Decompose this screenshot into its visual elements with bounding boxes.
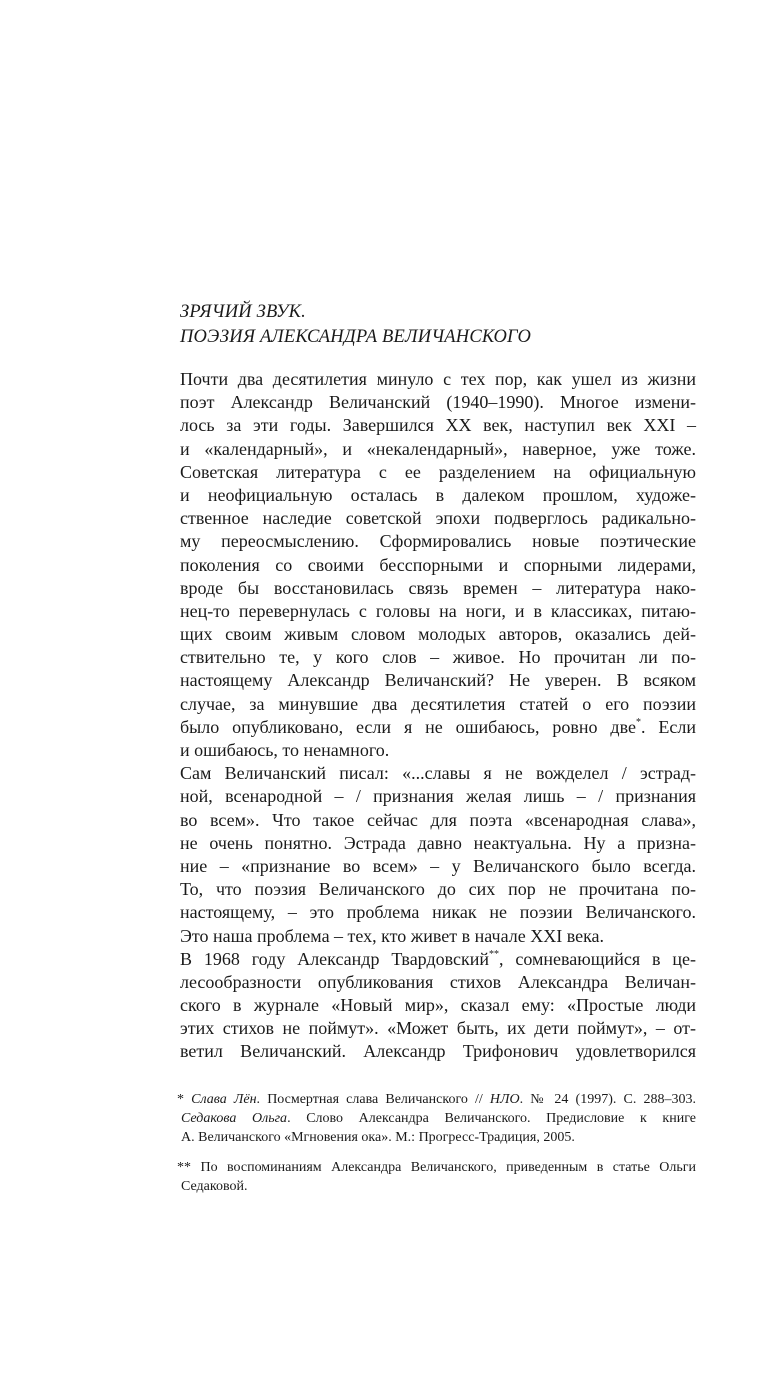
footnote-ref-2: **	[489, 948, 499, 960]
footnote-line	[177, 1158, 696, 1177]
text-line-with-footnote	[180, 716, 696, 739]
text-line: ского в журнале «Новый мир», сказал ему: «Простые люди	[180, 995, 696, 1016]
footnote-author: Седакова Ольга	[181, 1111, 288, 1126]
footnote-line: А. Величанского «Мгновения ока». М.: Прогресс-Традиция, 2005.	[181, 1130, 575, 1145]
text-line: настоящему, – это проблема никак не поэзии Величанского.	[180, 902, 696, 923]
text-line: То, что поэзия Величанского до сих пор не прочитана по-	[180, 879, 696, 900]
text-line: и «календарный», и «некалендарный», наверное, уже тоже.	[180, 438, 696, 459]
text-line: Советская литература с ее разделением на официальную	[180, 461, 696, 482]
paragraph-2	[180, 762, 696, 948]
text-line: ственное наследие советской эпохи подверглось радикально-	[180, 508, 696, 529]
text-segment: В 1968 году Александр Твардовский	[180, 948, 489, 969]
text-line: и неофициальную осталась в далеком прошлом, художе-	[180, 484, 696, 505]
footnote-1	[177, 1090, 696, 1147]
text-line: лось за эти годы. Завершился XX век, наступил век XXI –	[180, 415, 696, 436]
paragraph-3	[180, 948, 696, 1064]
text-line: поэт Александр Величанский (1940–1990). Многое измени-	[180, 392, 696, 413]
footnote-mark: **	[177, 1160, 191, 1175]
text-segment: , сомневающийся в це-	[499, 948, 696, 969]
text-line: ние – «признание во всем» – у Величанского было всегда.	[180, 855, 696, 876]
text-line: во всем». Что такое сейчас для поэта «всенародная слава»,	[180, 809, 696, 830]
text-line: настоящему Александр Величанский? Не уверен. В всяком	[180, 670, 696, 691]
footnote-ref-1: *	[635, 716, 641, 728]
footnote-author: Слава Лён	[191, 1092, 257, 1107]
text-line: поколения со своими бесспорными и спорными лидерами,	[180, 554, 696, 575]
text-line-with-footnote	[180, 948, 696, 971]
text-segment: было опубликовано, если я не ошибаюсь, ровно две	[180, 716, 636, 737]
footnote-mark: *	[177, 1092, 184, 1107]
footnote-line: Седаковой.	[181, 1179, 248, 1194]
text-line: Сам Величанский писал: «...славы я не вожделел / эстрад-	[180, 763, 696, 784]
text-line: нец-то перевернулась с головы на ноги, и в классиках, питаю-	[180, 600, 696, 621]
text-line: му переосмыслению. Сформировались новые поэтические	[180, 531, 696, 552]
footnote-text: . Слово Александра Величанского. Предисловие к книге	[287, 1111, 696, 1126]
text-line: не очень понятно. Эстрада давно неактуальна. Ну а призна-	[180, 832, 696, 853]
footnote-journal: НЛО	[489, 1092, 520, 1107]
paragraph-1	[180, 368, 696, 762]
text-line: Это наша проблема – тех, кто живет в начале XXI века.	[180, 925, 605, 946]
text-line: Почти два десятилетия минуло с тех пор, как ушел из жизни	[180, 369, 696, 389]
text-line: лесообразности опубликования стихов Александра Величан-	[180, 971, 696, 992]
text-line: этих стихов не поймут». «Может быть, их дети поймут», – от-	[180, 1018, 696, 1039]
text-line: ствительно те, у кого слов – живое. Но прочитан ли по-	[180, 647, 696, 668]
text-line: щих своим живым словом молодых авторов, оказались дей-	[180, 624, 696, 645]
text-line: ной, всенародной – / признания желая лишь – / признания	[180, 786, 696, 807]
footnote-text: . Посмертная слава Величанского //	[256, 1092, 490, 1107]
text-line: вроде бы восстановилась связь времен – литература нако-	[180, 577, 696, 598]
footnote-line	[177, 1090, 696, 1109]
chapter-title-line-1: ЗРЯЧИЙ ЗВУК.	[180, 302, 306, 322]
footnote-text: . № 24 (1997). С. 288–303.	[519, 1092, 696, 1107]
text-segment: . Если	[640, 716, 696, 737]
text-line: и ошибаюсь, то ненамного.	[180, 740, 390, 760]
chapter-title-line-2: ПОЭЗИЯ АЛЕКСАНДРА ВЕЛИЧАНСКОГО	[180, 327, 532, 347]
chapter-title	[180, 300, 720, 350]
body-text	[180, 368, 696, 1064]
text-line: ветил Величанский. Александр Трифонович удовлетворился	[180, 1041, 696, 1062]
footnote-text: По воспоминаниям Александра Величанского, приведенным в статье Ольги	[200, 1160, 697, 1175]
footnote-2	[177, 1158, 696, 1196]
text-line: случае, за минувшие два десятилетия статей о его поэзии	[180, 693, 696, 714]
footnote-line	[177, 1109, 696, 1128]
